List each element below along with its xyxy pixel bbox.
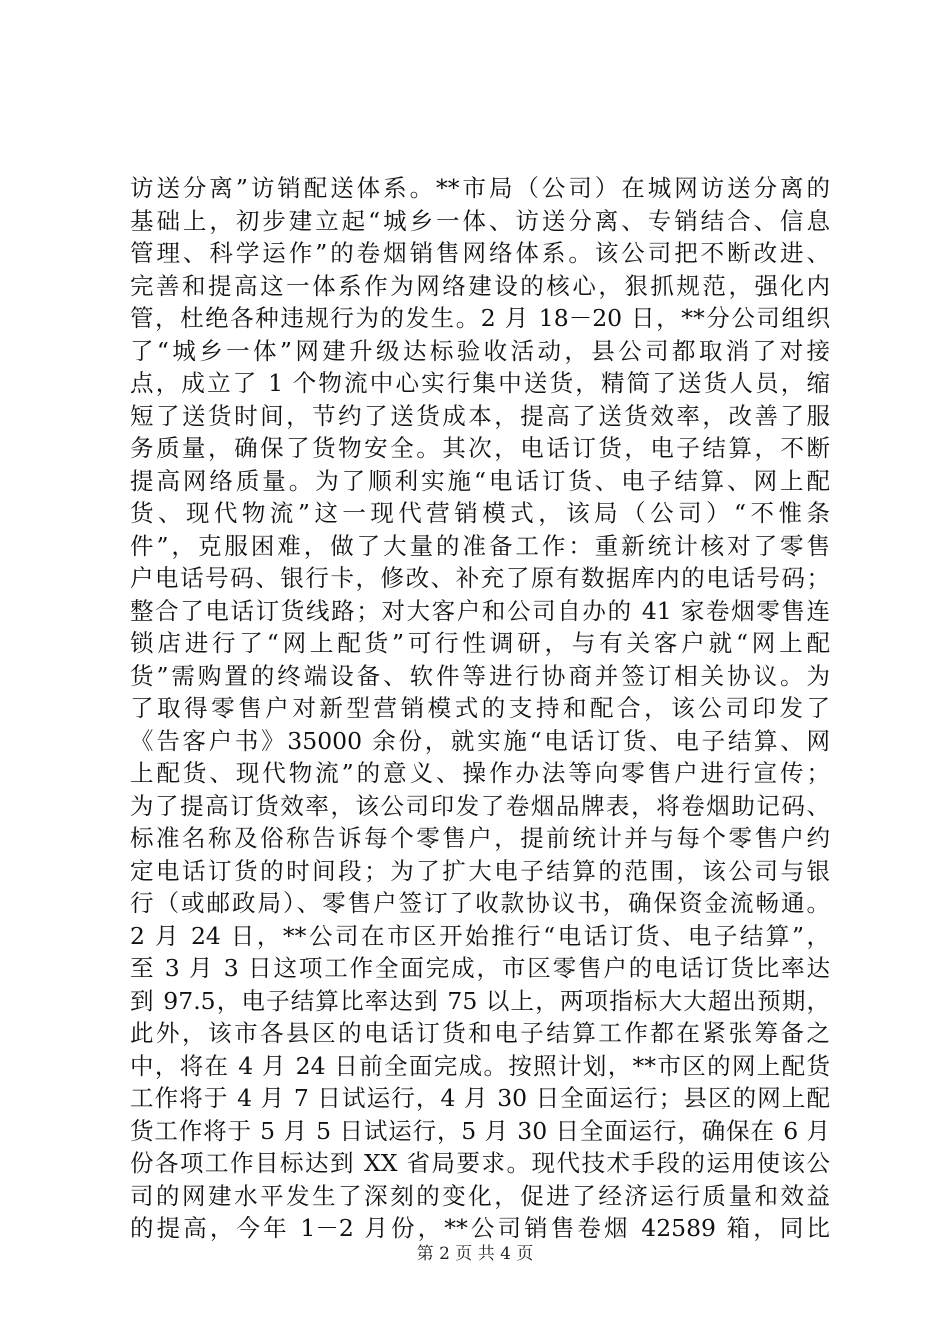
text-line: 行（或邮政局）、零售户签订了收款协议书，确保资金流畅通。 — [130, 889, 830, 917]
text-line: 的提高，今年 1－2 月份，**公司销售卷烟 42589 箱，同比 — [130, 1214, 830, 1242]
text-line: 工作将于 4 月 7 日试运行，4 月 30 日全面运行；县区的网上配 — [130, 1084, 830, 1112]
text-line: 提高网络质量。为了顺利实施“电话订货、电子结算、网上配 — [130, 466, 830, 495]
text-line: 锁店进行了“网上配货”可行性调研，与有关客户就“网上配 — [130, 629, 830, 657]
text-line: 为了提高订货效率，该公司印发了卷烟品牌表，将卷烟助记码、 — [130, 791, 830, 820]
text-line: 整合了电话订货线路；对大客户和公司自办的 41 家卷烟零售连 — [130, 596, 830, 625]
text-line: 了“城乡一体”网建升级达标验收活动，县公司都取消了对接 — [130, 336, 830, 365]
text-line: 了取得零售户对新型营销模式的支持和配合，该公司印发了 — [130, 694, 830, 722]
text-line: 完善和提高这一体系作为网络建设的核心，狠抓规范，强化内 — [130, 271, 830, 300]
text-line: 上配货、现代物流”的意义、操作办法等向零售户进行宣传； — [130, 759, 830, 787]
text-line: 货”需购置的终端设备、软件等进行协商并签订相关协议。为 — [130, 661, 830, 690]
body-paragraph — [130, 172, 830, 1245]
text-line: 此外，该市各县区的电话订货和电子结算工作都在紧张筹备之 — [130, 1019, 830, 1047]
text-line: 户电话号码、银行卡，修改、补充了原有数据库内的电话号码； — [130, 564, 830, 592]
text-line: 定电话订货的时间段；为了扩大电子结算的范围，该公司与银 — [130, 856, 830, 885]
text-line: 件”，克服困难，做了大量的准备工作：重新统计核对了零售 — [130, 531, 830, 560]
text-line: 到 97.5，电子结算比率达到 75 以上，两项指标大大超出预期， — [130, 986, 830, 1015]
text-line: 标准名称及俗称告诉每个零售户，提前统计并与每个零售户约 — [130, 824, 830, 852]
text-line: 2 月 24 日，**公司在市区开始推行“电话订货、电子结算”， — [130, 921, 830, 950]
text-line: 份各项工作目标达到 XX 省局要求。现代技术手段的运用使该公 — [130, 1149, 830, 1177]
text-line: 管理、科学运作”的卷烟销售网络体系。该公司把不断改进、 — [130, 239, 830, 267]
text-line: 司的网建水平发生了深刻的变化，促进了经济运行质量和效益 — [130, 1181, 830, 1210]
page-number-footer: 第 2 页 共 4 页 — [416, 1244, 534, 1264]
text-line: 访送分离”访销配送体系。**市局（公司）在城网访送分离的 — [130, 174, 830, 202]
text-line: 货工作将于 5 月 5 日试运行，5 月 30 日全面运行，确保在 6 月 — [130, 1116, 830, 1145]
text-line: 货、现代物流”这一现代营销模式，该局（公司）“不惟条 — [130, 499, 830, 527]
text-line: 短了送货时间，节约了送货成本，提高了送货效率，改善了服 — [130, 401, 830, 430]
text-line: 管，杜绝各种违规行为的发生。2 月 18－20 日，**分公司组织 — [130, 304, 830, 332]
text-line: 至 3 月 3 日这项工作全面完成，市区零售户的电话订货比率达 — [130, 954, 830, 982]
text-line: 《告客户书》35000 余份，就实施“电话订货、电子结算、网 — [130, 726, 830, 755]
text-line: 中，将在 4 月 24 日前全面完成。按照计划，**市区的网上配货 — [130, 1051, 830, 1080]
text-line: 务质量，确保了货物安全。其次，电话订货，电子结算，不断 — [130, 434, 830, 462]
text-line: 基础上，初步建立起“城乡一体、访送分离、专销结合、信息 — [130, 206, 830, 235]
text-line: 点，成立了 1 个物流中心实行集中送货，精简了送货人员，缩 — [130, 369, 830, 397]
